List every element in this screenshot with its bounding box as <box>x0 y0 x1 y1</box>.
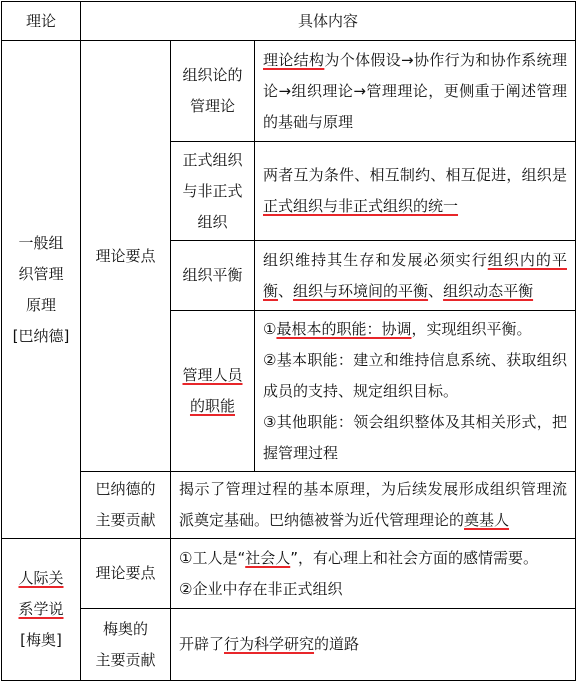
row-content: 两者互为条件、相互制约、相互促进，组织是正式组织与非正式组织的统一 <box>255 142 576 241</box>
list-item: ③其他职能：领会组织整体及其相关形式，把握管理过程 <box>263 412 567 462</box>
highlighted-term: 理论结构 <box>263 50 325 69</box>
row-content: 理论结构为个体假设→协作行为和协作系统理论→组织理论→管理理论，更侧重于阐述管理的基础与原理 <box>255 41 576 142</box>
row-content: 组织维持其生存和发展必须实行组织内的平衡、组织与环境间的平衡、组织动态平衡 <box>255 241 576 311</box>
header-theory: 理论 <box>2 2 81 41</box>
list-item: ②企业中存在非正式组织 <box>179 579 343 598</box>
row-content: 揭示了管理过程的基本原理，为后续发展形成组织管理流派奠定基础。巴纳德被誉为近代管理理论的奠基人 <box>171 472 576 539</box>
list-item: ②基本职能：建立和维持信息系统、获取组织成员的支持、规定组织目标。 <box>263 350 567 400</box>
mayo-points-label: 理论要点 <box>81 539 171 609</box>
list-item: ①最根本的职能：协调，实现组织平衡。 <box>263 319 532 338</box>
highlighted-term: 组织动态平衡 <box>443 281 534 300</box>
mayo-theory-name: 人际关 系学说 [梅奥] <box>2 539 81 681</box>
table-row <box>2 539 576 609</box>
row-content <box>255 311 576 472</box>
table-row <box>2 41 576 142</box>
highlighted-term: 最根本的职能：协调 <box>276 319 412 338</box>
table-row <box>2 472 576 539</box>
highlighted-term: 组织与环境间的平衡 <box>293 281 429 300</box>
row-label: 正式组织 与非正式 组织 <box>171 142 255 241</box>
row-label: 组织论的 管理论 <box>171 41 255 142</box>
header-row <box>2 2 576 41</box>
row-label: 组织平衡 <box>171 241 255 311</box>
row-label: 管理人员 的职能 <box>171 311 255 472</box>
row-label: 巴纳德的 主要贡献 <box>81 472 171 539</box>
list-item: ①工人是“社会人”，有心理上和社会方面的感情需要。 <box>179 548 539 567</box>
barnard-points-label: 理论要点 <box>81 41 171 472</box>
highlighted-term: 行为科学研究 <box>224 635 315 653</box>
row-content <box>171 539 576 609</box>
highlighted-term: 组织内的平衡 <box>263 250 567 300</box>
highlighted-term: 正式组织与非正式组织的统一 <box>263 197 459 215</box>
row-content: 开辟了行为科学研究的道路 <box>171 609 576 681</box>
table-row <box>2 609 576 681</box>
theory-table <box>1 1 576 681</box>
barnard-theory-name: 一般组 织管理 原理 [巴纳德] <box>2 41 81 539</box>
header-content: 具体内容 <box>81 2 576 41</box>
highlighted-term: 奠基人 <box>464 511 510 529</box>
highlighted-term: 社会人 <box>245 548 291 567</box>
row-label: 梅奥的 主要贡献 <box>81 609 171 681</box>
